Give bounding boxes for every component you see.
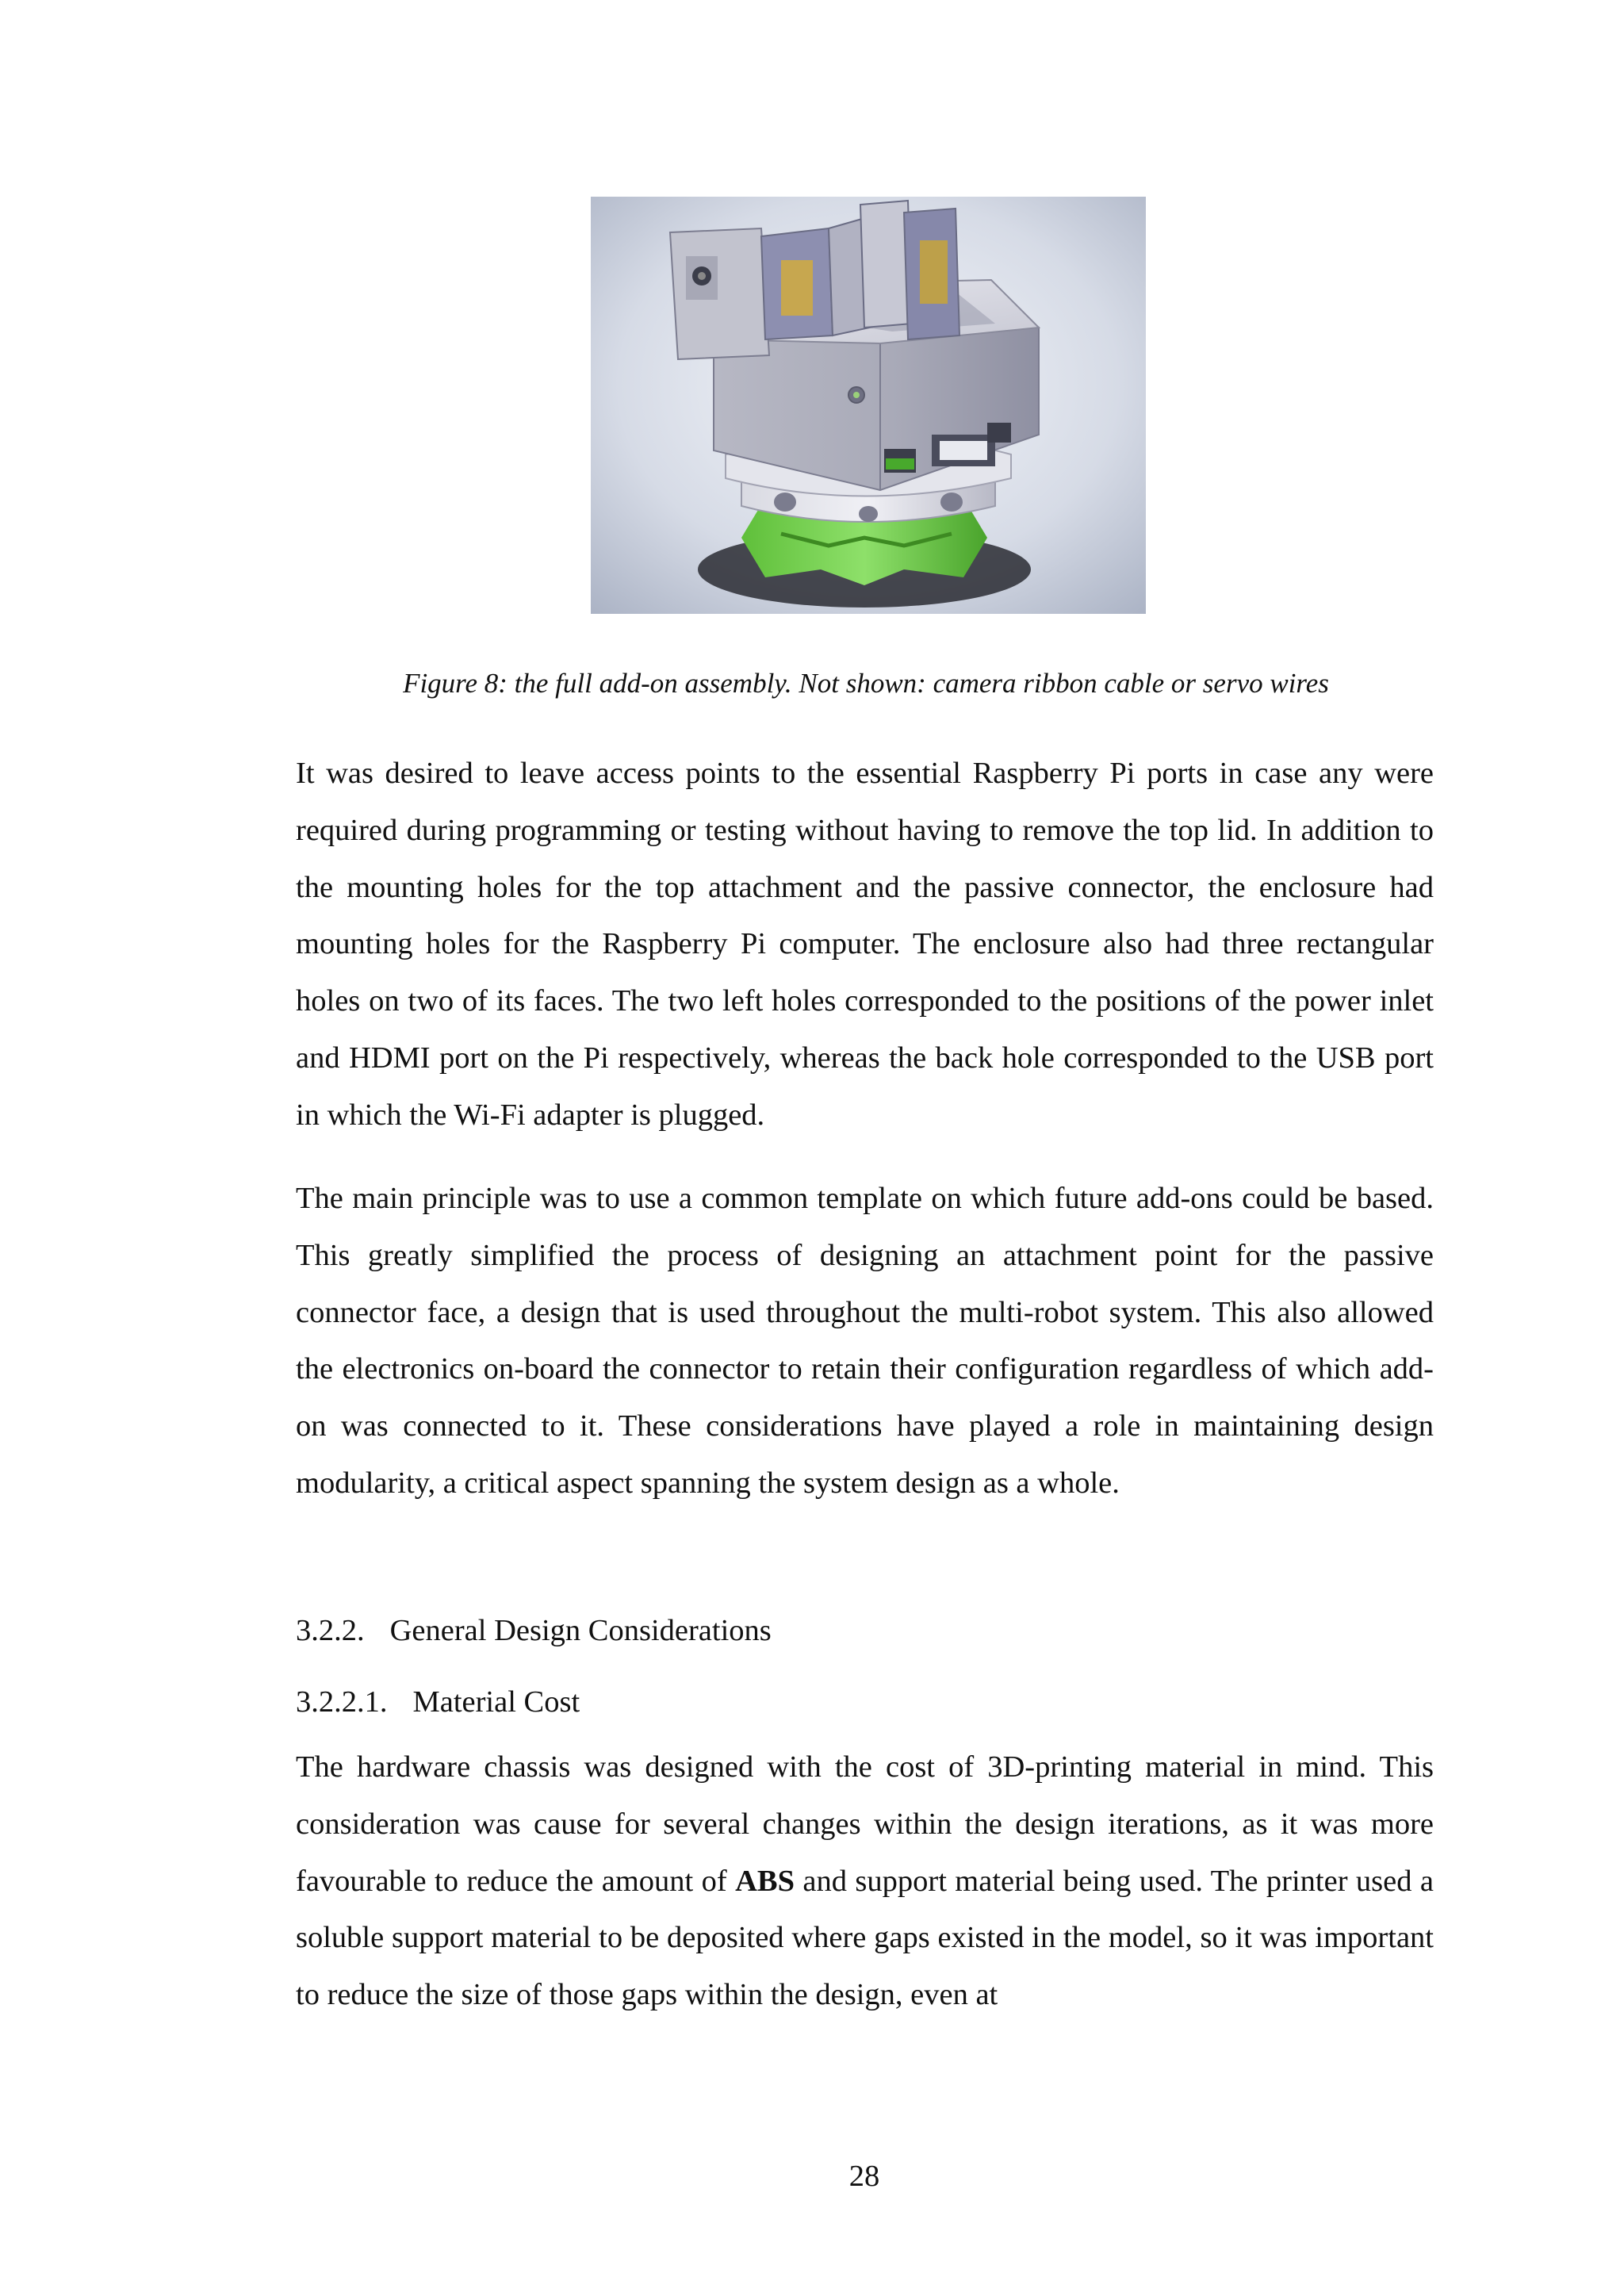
paragraph-access-points: It was desired to leave access points to the essential Raspberry Pi ports in case any were required during programming or testing without having to remove the top lid. In addition to the mounting holes for the top attachment and the passive connector, the enclosure had mounting holes for the Raspberry Pi computer. The enclosure also had three rectangular holes on two of its faces. The two left holes corresponded to the positions of the power inlet and HDMI port on the Pi respectively, whereas the back hole corresponded to the USB port in which the Wi-Fi adapter is plugged.	[296, 757, 1434, 1132]
subsection-number: 3.2.2.1.	[296, 1685, 388, 1719]
figure-caption: Figure 8: the full add-on assembly. Not shown: camera ribbon cable or servo wires	[403, 668, 1329, 699]
page-number: 28	[848, 2160, 880, 2193]
abs-bold-term: ABS	[735, 1864, 795, 1898]
paragraph-text-end: and support material being used. The printer used a soluble support material to be deposited where gaps existed in the model, so it was important to reduce the size of those gaps within the design, even at	[296, 1864, 1434, 2012]
subsection-title: Material Cost	[412, 1685, 580, 1719]
section-title: General Design Considerations	[389, 1614, 772, 1647]
paragraph-text-start: The hardware chassis was designed with the cost of 3D-printing material in mind. This consideration was cause for several changes within the design iterations, as it was more favourable to reduce the amount of	[296, 1750, 1434, 1898]
section-heading-3-2-2-1	[296, 1681, 580, 1723]
add-on-assembly-render	[591, 197, 1146, 614]
figure-image	[591, 197, 1146, 614]
section-number: 3.2.2.	[296, 1614, 365, 1647]
paragraph-material-cost	[296, 1739, 1434, 2024]
section-heading-3-2-2	[296, 1610, 772, 1651]
paragraph-common-template: The main principle was to use a common template on which future add-ons could be based. This greatly simplified the process of designing an attachment point for the passive connector face, a design that is used throughout the multi-robot system. This also allowed the electronics on-board the connector to retain their configuration regardless of which add-on was connected to it. These considerations have played a role in maintaining design modularity, a critical aspect spanning the system design as a whole.	[296, 1182, 1434, 1500]
